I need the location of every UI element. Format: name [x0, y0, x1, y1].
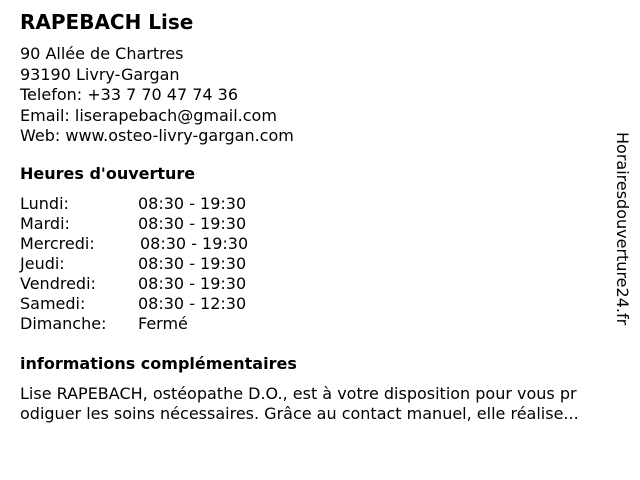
time-range: 08:30 - 19:30 — [138, 274, 247, 293]
practitioner-name: RAPEBACH Lise — [20, 10, 194, 34]
day-label: Jeudi: — [20, 254, 65, 273]
description-line-2: odiguer les soins nécessaires. Grâce au contact manuel, elle réalise... — [20, 404, 579, 423]
website: Web: www.osteo-livry-gargan.com — [20, 126, 294, 145]
day-label: Samedi: — [20, 294, 86, 313]
time-range: 08:30 - 19:30 — [138, 214, 247, 233]
time-range: Fermé — [138, 314, 188, 333]
email-address: Email: liserapebach@gmail.com — [20, 105, 277, 125]
day-label: Mercredi: — [20, 234, 95, 253]
site-watermark — [608, 132, 636, 370]
time-range: 08:30 - 19:30 — [140, 234, 249, 253]
opening-hours-heading: Heures d'ouverture — [20, 164, 196, 183]
day-label: Lundi: — [20, 194, 69, 213]
watermark-text: Horairesdouverture24.fr — [613, 132, 632, 326]
additional-info-heading: informations complémentaires — [20, 354, 297, 373]
time-range: 08:30 - 19:30 — [138, 194, 247, 213]
time-range: 08:30 - 12:30 — [138, 294, 247, 313]
description-line-1: Lise RAPEBACH, ostéopathe D.O., est à votre disposition pour vous pr — [20, 384, 577, 403]
description — [20, 384, 632, 424]
day-label: Dimanche: — [20, 314, 107, 333]
city-postal: 93190 Livry-Gargan — [20, 64, 180, 84]
street-address: 90 Allée de Chartres — [20, 44, 184, 63]
phone-number: Telefon: +33 7 70 47 74 36 — [20, 85, 239, 104]
day-label: Vendredi: — [20, 274, 96, 293]
address-block — [20, 44, 294, 147]
day-label: Mardi: — [20, 214, 70, 233]
time-range: 08:30 - 19:30 — [138, 254, 247, 273]
